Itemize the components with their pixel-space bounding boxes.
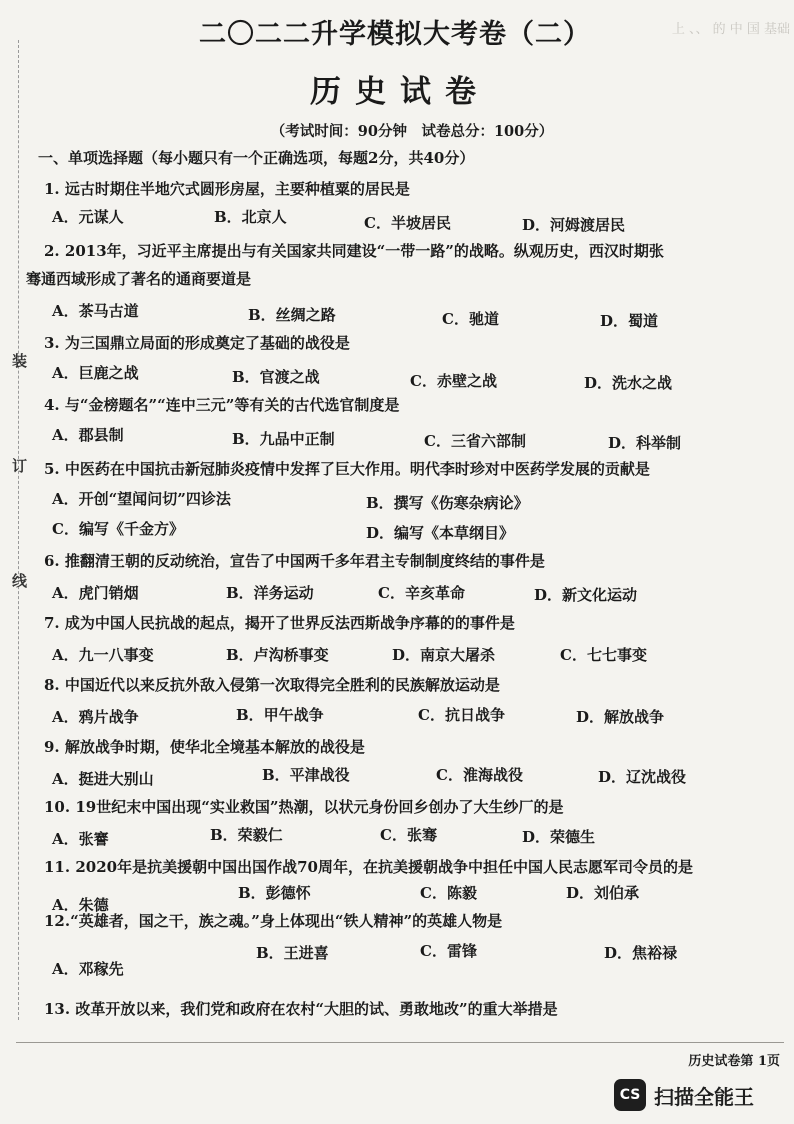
question-6-option-b: B．洋务运动: [226, 584, 314, 602]
question-5-option-a: A．开创“望闻问切”四诊法: [52, 490, 231, 508]
question-8-option-c: C．抗日战争: [418, 706, 505, 724]
question-6-option-a: A．虎门销烟: [52, 584, 139, 602]
question-9-option-a: A．挺进大别山: [52, 770, 154, 788]
question-2-stem-continued: 骞通西域形成了著名的通商要道是: [26, 270, 252, 288]
question-6-option-c: C．辛亥革命: [378, 584, 465, 602]
question-7-option-d: D．南京大屠杀: [392, 646, 496, 664]
question-11-option-c: C．陈毅: [420, 884, 477, 902]
question-9-option-c: C．淮海战役: [436, 766, 523, 784]
question-2-stem: 2. 2013年，习近平主席提出与有关国家共同建设“一带一路”的战略。纵观历史，西汉时期张: [44, 242, 664, 260]
binding-dashed-line: [18, 40, 19, 1020]
scanner-app-name: 扫描全能王: [654, 1084, 754, 1109]
question-3-option-b: B．官渡之战: [232, 368, 320, 386]
question-12-option-b: B．王进喜: [256, 944, 329, 962]
question-11-option-d: D．刘伯承: [566, 884, 640, 902]
question-2-option-b: B．丝绸之路: [248, 306, 336, 324]
question-10-option-a: A．张謇: [52, 830, 109, 848]
question-4-option-c: C．三省六部制: [424, 432, 526, 450]
question-8-stem: 8. 中国近代以来反抗外敌入侵第一次取得完全胜利的民族解放运动是: [44, 676, 500, 694]
question-12-option-c: C．雷锋: [420, 942, 477, 960]
question-4-option-a: A．郡县制: [52, 426, 124, 444]
question-1-option-a: A．元谋人: [52, 208, 124, 226]
question-11-stem: 11. 2020年是抗美援朝中国出国作战70周年，在抗美援朝战争中担任中国人民志愿军司令员的是: [44, 858, 693, 876]
question-1-stem: 1. 远古时期住半地穴式圆形房屋，主要种植粟的居民是: [44, 180, 410, 198]
question-11-option-b: B．彭德怀: [238, 884, 311, 902]
question-10-stem: 10. 19世纪末中国出现“实业救国”热潮，以状元身份回乡创办了大生纱厂的是: [44, 798, 564, 816]
question-12-option-a: A．邓稼先: [52, 960, 124, 978]
question-9-option-d: D．辽沈战役: [598, 768, 687, 786]
question-7-option-c: C．七七事变: [560, 646, 647, 664]
question-10-option-c: C．张骞: [380, 826, 437, 844]
question-8-option-a: A．鸦片战争: [52, 708, 139, 726]
section-heading: 一、单项选择题（每小题只有一个正确选项，每题2分，共40分）: [38, 149, 475, 167]
margin-char-xian: 线: [12, 572, 28, 590]
question-7-stem: 7. 成为中国人民抗战的起点，揭开了世界反法西斯战争序幕的的事件是: [44, 614, 515, 632]
exam-info: （考试时间：90分钟 试卷总分：100分）: [270, 123, 554, 140]
question-12-option-d: D．焦裕禄: [604, 944, 678, 962]
question-6-stem: 6. 推翻清王朝的反动统治，宣告了中国两千多年君主专制制度终结的事件是: [44, 552, 545, 570]
question-13-stem: 13. 改革开放以来，我们党和政府在农村“大胆的试、勇敢地改”的重大举措是: [44, 1000, 558, 1018]
question-2-option-d: D．蜀道: [600, 312, 659, 330]
question-3-stem: 3. 为三国鼎立局面的形成奠定了基础的战役是: [44, 334, 350, 352]
question-1-option-c: C．半坡居民: [364, 214, 451, 232]
question-9-stem: 9. 解放战争时期，使华北全境基本解放的战役是: [44, 738, 365, 756]
question-10-option-b: B．荣毅仁: [210, 826, 283, 844]
question-7-option-b: B．卢沟桥事变: [226, 646, 329, 664]
question-7-option-a: A．九一八事变: [52, 646, 154, 664]
page-number-label: 历史试卷第 1页: [688, 1054, 780, 1069]
footer-rule: [16, 1042, 784, 1043]
question-11-option-a: A．朱德: [52, 896, 109, 914]
subject-title: 历史试卷: [310, 74, 490, 110]
question-12-stem: 12.“英雄者，国之干，族之魂。”身上体现出“铁人精神”的英雄人物是: [44, 912, 503, 930]
question-5-option-b: B．撰写《伤寒杂病论》: [366, 494, 529, 512]
question-4-stem: 4. 与“金榜题名”“连中三元”等有关的古代选官制度是: [44, 396, 400, 414]
question-3-option-a: A．巨鹿之战: [52, 364, 139, 382]
question-10-option-d: D．荣德生: [522, 828, 596, 846]
question-5-stem: 5. 中医药在中国抗击新冠肺炎疫情中发挥了巨大作用。明代李时珍对中医药学发展的贡献是: [44, 460, 650, 478]
question-5-option-d: D．编写《本草纲目》: [366, 524, 515, 542]
question-4-option-b: B．九品中正制: [232, 430, 335, 448]
scanner-app-icon: CS: [614, 1079, 646, 1111]
question-2-option-a: A．茶马古道: [52, 302, 139, 320]
exam-title: 二〇二二升学模拟大考卷（二）: [199, 19, 591, 50]
question-5-option-c: C．编写《千金方》: [52, 520, 184, 538]
question-8-option-b: B．甲午战争: [236, 706, 324, 724]
bleed-through-text: 上 、、 的 中 国 基础: [671, 22, 790, 37]
question-3-option-d: D．洗水之战: [584, 374, 673, 392]
question-3-option-c: C．赤壁之战: [410, 372, 497, 390]
question-1-option-d: D．河姆渡居民: [522, 216, 626, 234]
question-1-option-b: B．北京人: [214, 208, 287, 226]
scanner-watermark: [614, 1078, 754, 1112]
question-6-option-d: D．新文化运动: [534, 586, 638, 604]
margin-char-zhuang: 装: [12, 352, 28, 370]
question-4-option-d: D．科举制: [608, 434, 682, 452]
question-9-option-b: B．平津战役: [262, 766, 350, 784]
margin-char-ding: 订: [12, 457, 28, 475]
question-2-option-c: C．驰道: [442, 310, 499, 328]
question-8-option-d: D．解放战争: [576, 708, 665, 726]
